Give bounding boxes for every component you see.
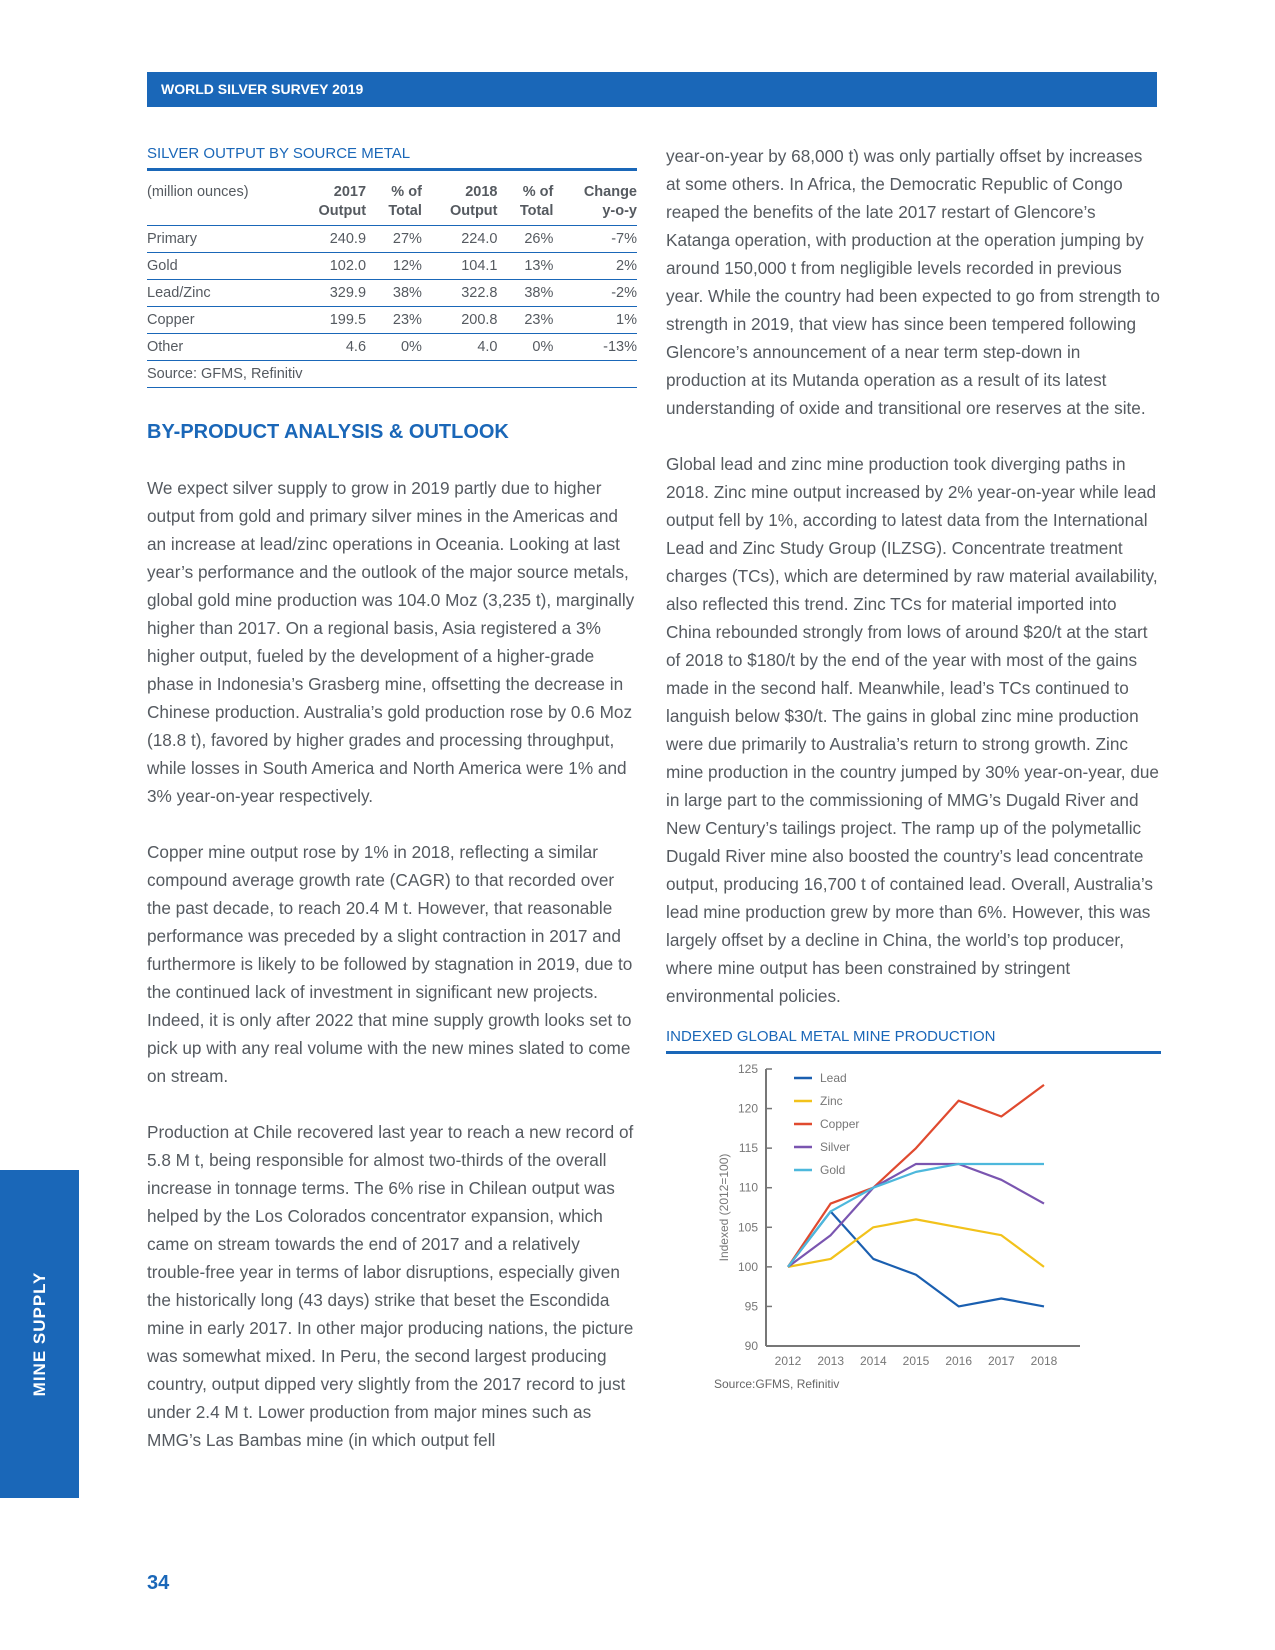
row-label: Primary [147,226,290,253]
table-cell: 27% [366,226,422,253]
row-label: Copper [147,307,290,334]
row-label: Other [147,334,290,361]
x-tick-label: 2018 [1030,1354,1058,1368]
y-tick-label: 120 [737,1101,758,1116]
legend-label-silver: Silver [820,1140,851,1154]
chart-container [666,1028,1161,1391]
y-tick-label: 125 [737,1062,758,1076]
x-tick-label: 2017 [987,1354,1015,1368]
table-cell: 322.8 [422,280,498,307]
chart-source: Source:GFMS, Refinitiv [714,1377,840,1391]
table-source: Source: GFMS, Refinitiv [147,361,637,388]
x-tick-label: 2015 [902,1354,930,1368]
table-cell: 224.0 [422,226,498,253]
table-cell: -7% [553,226,637,253]
body-paragraph: We expect silver supply to grow in 2019 partly due to higher output from gold and primary silver mines in the Americas and an increase at lead/zinc operations in Oceania. Looking at last year’s performance and the outlook of the major source metals, global gold mine production was 104.0 Moz (3,235 t), marginally higher than 2017. On a regional basis, Asia registered a 3% higher output, fueled by the development of a higher-grade phase in Indonesia’s Grasberg mine, offsetting the decrease in Chinese production. Australia’s gold production rose by 0.6 Moz (18.8 t), favored by higher grades and processing throughput, while losses in South America and North America were 1% and 3% year-on-year respectively. [147,478,635,806]
header-title: WORLD SILVER SURVEY 2019 [161,81,364,97]
y-tick-label: 105 [737,1220,758,1235]
table-cell: 2% [553,253,637,280]
x-tick-label: 2014 [859,1354,887,1368]
y-tick-label: 100 [737,1259,758,1274]
table-cell: 102.0 [290,253,366,280]
side-tab [0,1170,79,1498]
series-line-zinc [788,1219,1044,1266]
table-source-row [147,361,637,388]
table-cell: 23% [498,307,554,334]
table-cell: 12% [366,253,422,280]
page-number: 34 [147,1572,170,1594]
table-cell: 38% [498,280,554,307]
y-tick-label: 110 [738,1180,758,1195]
right-column [666,142,1161,1391]
x-tick-label: 2013 [817,1354,845,1368]
body-paragraph: Global lead and zinc mine production took diverging paths in 2018. Zinc mine output increased by 2% year-on-year while lead output fell by 1%, according to latest data from the International Lead and Zinc Study Group (ILZSG). Concentrate treatment charges (TCs), which are determined by raw material availability, also reflected this trend. Zinc TCs for material imported into China rebounded strongly from lows of around $20/t at the start of 2018 to $180/t by the end of the year with most of the gains made in the second half. Meanwhile, lead’s TCs continued to languish below $30/t. The gains in global zinc mine production were due primarily to Australia’s return to strong growth. Zinc mine production in the country jumped by 30% year-on-year, due in large part to the commissioning of MMG’s Dugald River and New Century’s tailings project. The ramp up of the polymetallic Dugald River mine also boosted the country’s lead concentrate output, producing 16,700 t of contained lead. Overall, Australia’s lead mine production grew by more than 6%. However, this was largely offset by a decline in China, the world’s top producer, where mine output has been constrained by stringent environmental policies. [666,454,1159,1006]
table-row [147,226,637,253]
column-header: 2018 Output [422,171,498,226]
table-cell: 4.6 [290,334,366,361]
section-heading: BY-PRODUCT ANALYSIS & OUTLOOK [147,421,509,443]
body-paragraph: Production at Chile recovered last year to reach a new record of 5.8 M t, being responsible for almost two-thirds of the overall increase in tonnage terms. The 6% rise in Chilean output was helped by the Los Colorados concentrator expansion, which came on stream towards the end of 2017 and a relatively trouble-free year in terms of labor disruptions, especially given the historically long (43 days) strike that beset the Escondida mine in early 2017. In other major producing nations, the picture was somewhat mixed. In Peru, the second largest producing country, output dipped very slightly from the 2017 record to just under 2.4 M t. Lower production from major mines such as MMG’s Las Bambas mine (in which output fell [147,1122,634,1450]
table-header-row [147,171,637,226]
table-cell: 329.9 [290,280,366,307]
column-header: % of Total [498,171,554,226]
chart-title: INDEXED GLOBAL METAL MINE PRODUCTION [666,1028,1161,1054]
side-tab-label: MINE SUPPLY [30,1271,49,1397]
table-cell: 0% [366,334,422,361]
table-cell: 23% [366,307,422,334]
series-line-gold [788,1164,1044,1267]
legend-label-copper: Copper [820,1117,860,1131]
row-label: Gold [147,253,290,280]
body-paragraph: year-on-year by 68,000 t) was only partially offset by increases at some others. In Africa, the Democratic Republic of Congo reaped the benefits of the late 2017 restart of Glencore’s Katanga operation, with production at the operation jumping by around 150,000 t from negligible levels recorded in previous year. While the country had been expected to go from strength to strength in 2019, that view has since been tempered following Glencore’s announcement of a near term step-down in production at its Mutanda operation as a result of its latest understanding of oxide and transitional ore reserves at the site. [666,146,1160,418]
table-row [147,334,637,361]
table-row [147,280,637,307]
table-cell: 0% [498,334,554,361]
table-cell: 4.0 [422,334,498,361]
legend-label-zinc: Zinc [820,1094,843,1108]
left-column [147,142,637,1454]
silver-output-table [147,171,637,388]
table-cell: 1% [553,307,637,334]
table-cell: 13% [498,253,554,280]
legend-label-lead: Lead [820,1071,847,1085]
table-row [147,253,637,280]
table-cell: 104.1 [422,253,498,280]
table-cell: -13% [553,334,637,361]
y-tick-label: 115 [738,1141,758,1156]
table-cell: 240.9 [290,226,366,253]
y-axis-label: Indexed (2012=100) [717,1153,731,1262]
table-title: SILVER OUTPUT BY SOURCE METAL [147,145,637,171]
table-cell: 38% [366,280,422,307]
header-bar [147,72,1157,107]
row-label: Lead/Zinc [147,280,290,307]
legend-label-gold: Gold [820,1163,846,1177]
table-row [147,307,637,334]
table-cell: -2% [553,280,637,307]
y-tick-label: 90 [744,1339,758,1353]
table-cell: 26% [498,226,554,253]
table-cell: 200.8 [422,307,498,334]
x-tick-label: 2012 [774,1354,802,1368]
x-tick-label: 2016 [945,1354,973,1368]
line-chart [666,1054,1161,1374]
body-paragraph: Copper mine output rose by 1% in 2018, reflecting a similar compound average growth rate (CAGR) to that recorded over the past decade, to reach 20.4 M t. However, that reasonable performance was preceded by a slight contraction in 2017 and furthermore is likely to be followed by stagnation in 2019, due to the continued lack of investment in significant new projects. Indeed, it is only after 2022 that mine supply growth looks set to pick up with any real volume with the new mines slated to come on stream. [147,842,633,1086]
table-cell: 199.5 [290,307,366,334]
y-tick-label: 95 [744,1299,758,1314]
table-unit-label: (million ounces) [147,171,290,226]
column-header: % of Total [366,171,422,226]
column-header: Change y-o-y [553,171,637,226]
column-header: 2017 Output [290,171,366,226]
